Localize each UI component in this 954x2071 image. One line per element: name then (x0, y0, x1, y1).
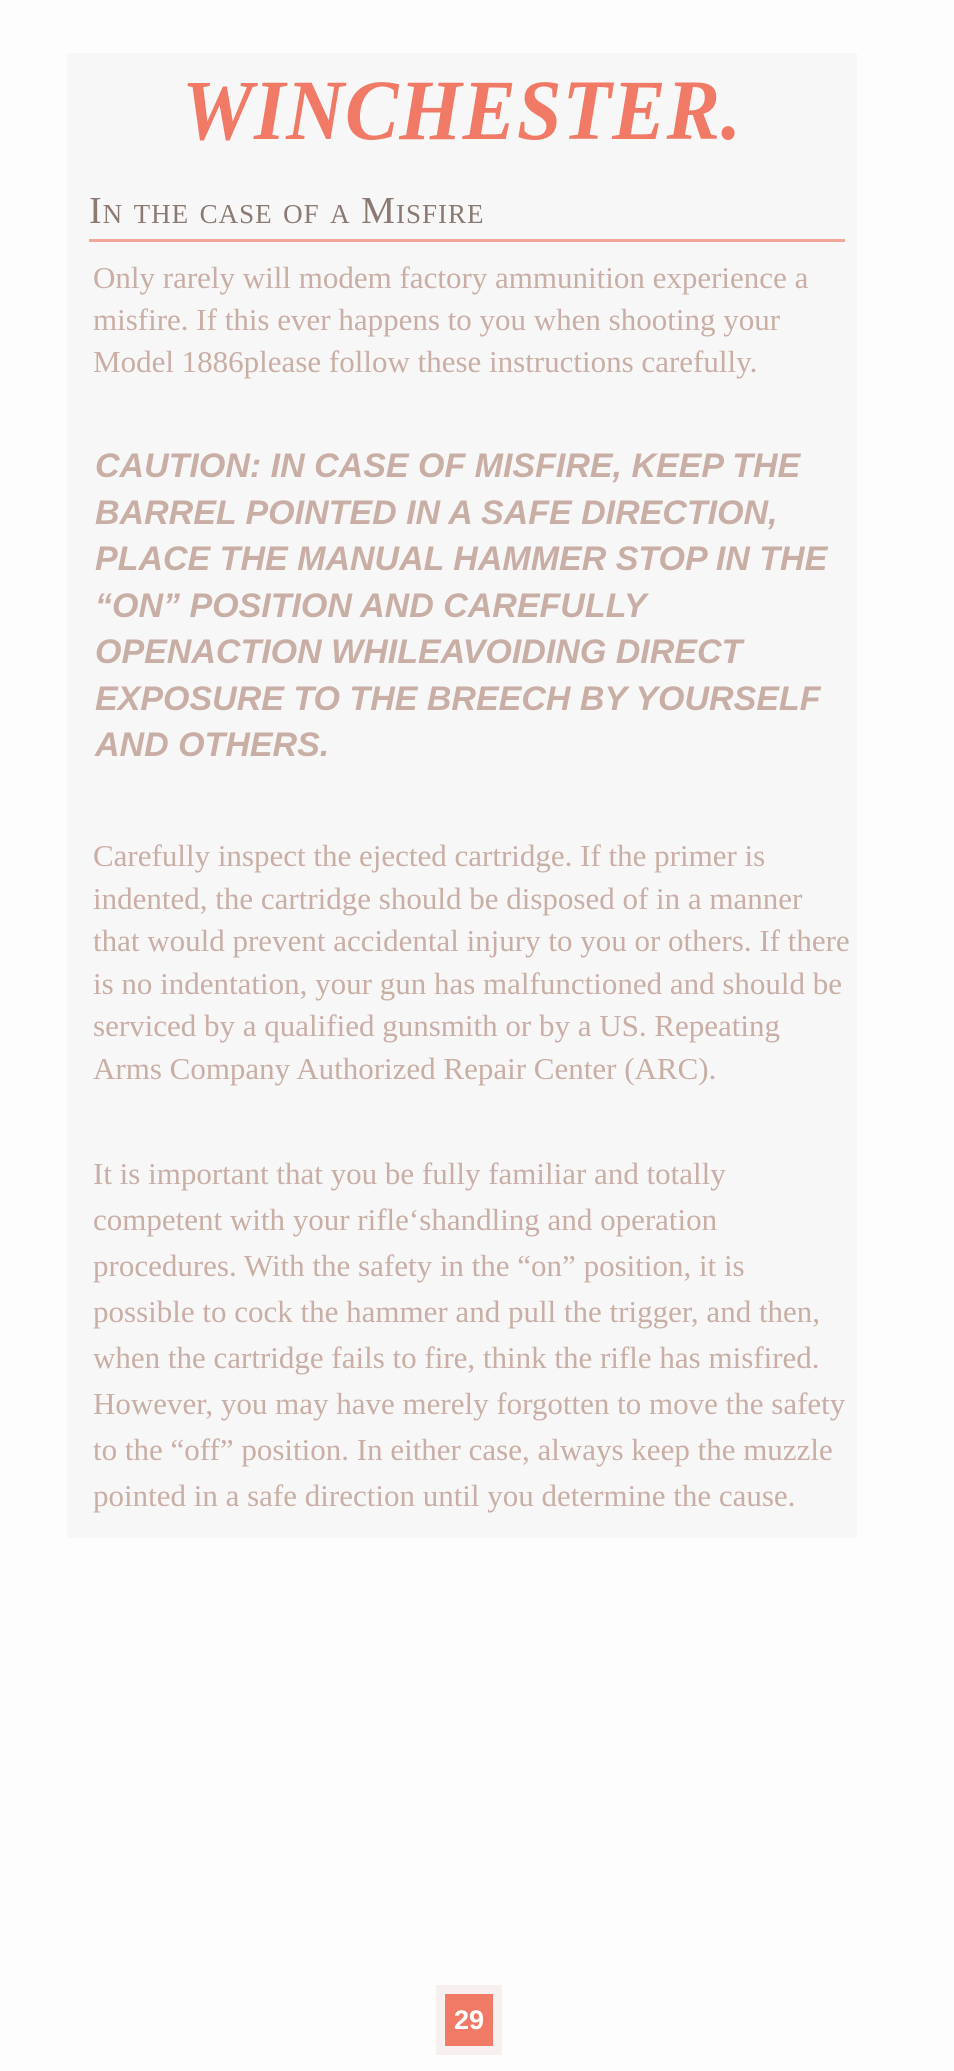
inspect-paragraph: Carefully inspect the ejected cartridge. If the primer is indented, the cartridge should be disposed of in a manner that would prevent accidental injury to you or others. If there is no indentation, your gun has malfunctioned and should be serviced by a qualified gunsmith or by a US. Repeating Arms Company Authorized Repair Center (ARC). (93, 838, 850, 1086)
logo-wordmark (67, 53, 857, 163)
logo-text: WINCHESTER. (182, 62, 742, 158)
page-number-badge (436, 1985, 502, 2055)
section-heading: In the case of a Misfire (89, 189, 845, 242)
winchester-logo (67, 53, 857, 163)
familiarity-paragraph: It is important that you be fully familiar and totally competent with your rifle‘shandling and operation procedures. With the safety in the “on” position, it is possible to cock the hammer and pull the trigger, and then, when the cartridge fails to fire, think the rifle has misfired. However, you may have merely forgotten to move the safety to the “off” position. In either case, always keep the muzzle pointed in a safe direction until you determine the cause. (93, 1156, 846, 1513)
caution-warning: CAUTION: IN CASE OF MISFIRE, KEEP THE BARREL POINTED IN A SAFE DIRECTION, PLACE THE MANUAL HAMMER STOP IN THE “ON” POSITION AND CAREFULLY OPENACTION WHILEAVOIDING DIRECT EXPOSURE TO THE BREECH BY YOURSELF AND OTHERS. (95, 447, 828, 764)
intro-paragraph: Only rarely will modem factory ammunition experience a misfire. If this ever happens to you when shooting your Model 1886please follow these instructions carefully. (93, 260, 809, 379)
manual-page (67, 53, 857, 1538)
page-number: 29 (445, 1994, 493, 2046)
